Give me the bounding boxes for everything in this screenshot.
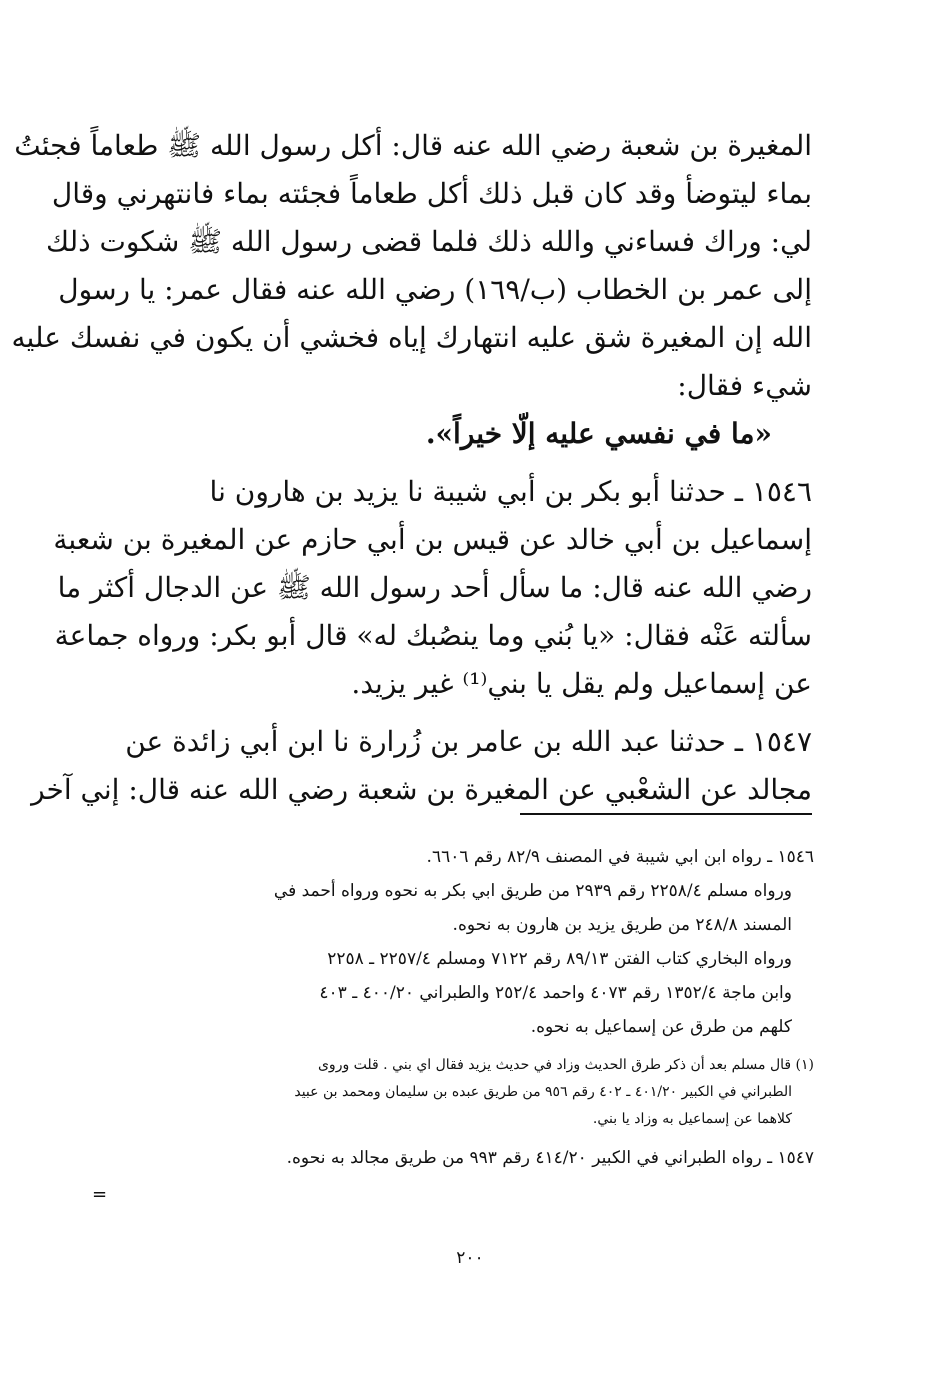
note-1546-line: ورواه مسلم ٢٢٥٨/٤ رقم ٢٩٣٩ من طريق ابي بكر به نحوه ورواه أحمد في [273,881,792,901]
footnote-separator [520,813,812,815]
body-line: سألته عَنْه فقال: «يا بُني وما ينصُبك له» قال أبو بكر: ورواه جماعة [54,619,812,652]
body-line: المغيرة بن شعبة رضي الله عنه قال: أكل رسول الله ﷺ طعاماً فجئتُ [14,129,812,162]
body-line: عن إسماعيل ولم يقل يا بني⁽¹⁾ غير يزيد. [351,667,812,700]
continuation-mark: = [92,1184,108,1205]
body-line: رضي الله عنه قال: ما سأل أحد رسول الله ﷺ عن الدجال أكثر ما [57,571,812,604]
body-line: إسماعيل بن أبي خالد عن قيس بن أبي حازم عن المغيرة بن شعبة [53,523,812,556]
note-1547: ١٥٤٧ ـ رواه الطبراني في الكبير ٤١٤/٢٠ رقم ٩٩٣ من طريق مجالد به نحوه. [286,1148,814,1168]
footnotes [110,840,814,1175]
hadith-1546-line: ١٥٤٦ ـ حدثنا أبو بكر بن أبي شيبة نا يزيد بن هارون نا [209,475,812,508]
note-1546: ١٥٤٦ ـ رواه ابن ابي شيبة في المصنف ٨٢/٩ رقم ٦٦٠٦. [426,847,814,867]
note-1546-line: كلهم من طرق عن إسماعيل به نحوه. [530,1017,792,1037]
body-line: بماء ليتوضأ وقد كان قبل ذلك أكل طعاماً فجئته بماء فانتهرني وقال [51,177,812,210]
body-line: شيء فقال: [677,369,812,402]
hadith-1547-line: ١٥٤٧ ـ حدثنا عبد الله بن عامر بن زُرارة نا ابن أبي زائدة عن [125,725,812,758]
body-line: لي: وراك فساءني والله ذلك فلما قضى رسول الله ﷺ شكوت ذلك [46,225,812,258]
footnote-1-line: الطبراني في الكبير ٤٠١/٢٠ ـ ٤٠٢ رقم ٩٥٦ من طريق عبده بن سليمان ومحمد بن عبيد [294,1084,792,1100]
footnote-1: (١) قال مسلم بعد أن ذكر طرق الحديث وزاد في حديث يزيد فقال اي بني . قلت وروى [317,1057,814,1073]
note-1546-line: المسند ٢٤٨/٨ من طريق يزيد بن هارون به نحوه. [452,915,792,935]
body-line: مجالد عن الشعْبي عن المغيرة بن شعبة رضي الله عنه قال: إني آخر [31,773,812,806]
body-line: إلى عمر بن الخطاب (ب/١٦٩) رضي الله عنه فقال عمر: يا رسول [58,273,812,306]
main-text [11,122,812,814]
body-line: الله إن المغيرة شق عليه انتهارك إياه فخشي أن يكون في نفسك عليه [11,321,812,354]
hadith-quote: «ما في نفسي عليه إلّا خيراً». [425,417,772,450]
note-1546-line: وابن ماجة ١٣٥٢/٤ رقم ٤٠٧٣ واحمد ٢٥٢/٤ والطبراني ٤٠٠/٢٠ ـ ٤٠٣ [319,983,792,1003]
note-1546-line: ورواه البخاري كتاب الفتن ٨٩/١٣ رقم ٧١٢٢ ومسلم ٢٢٥٧/٤ ـ ٢٢٥٨ [327,949,792,969]
page-number: ٢٠٠ [456,1248,484,1268]
footnote-1-line: كلاهما عن إسماعيل به وزاد يا بني. [592,1111,792,1127]
